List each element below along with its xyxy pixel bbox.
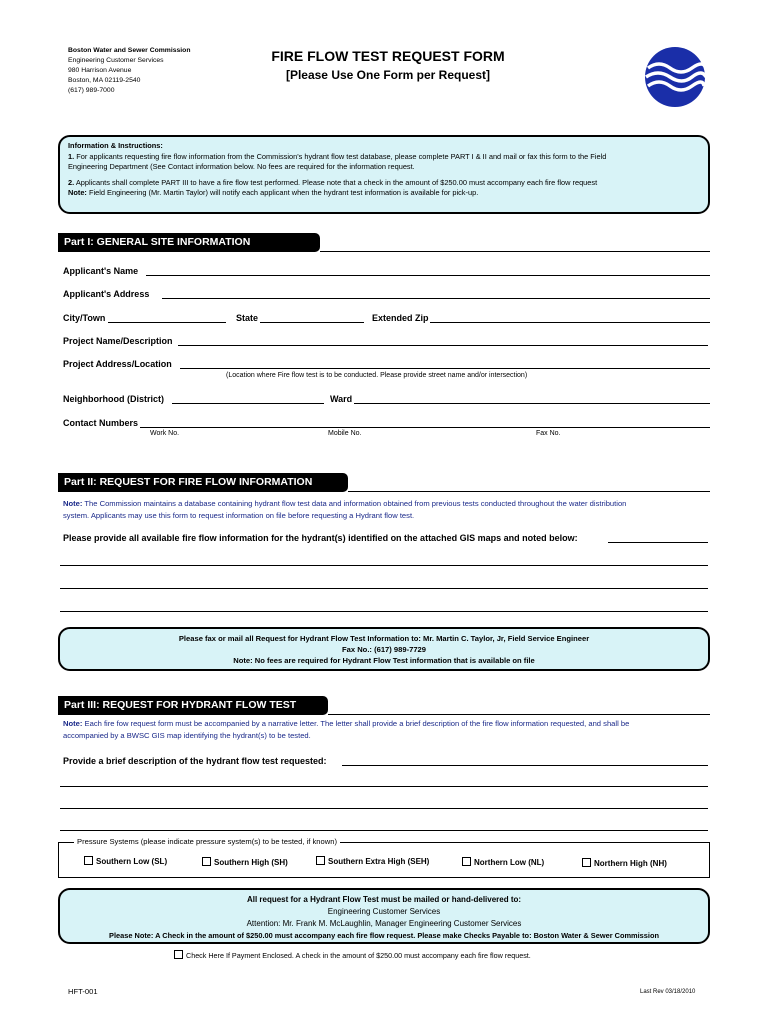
part1-header: Part I: GENERAL SITE INFORMATION: [58, 233, 320, 252]
part3-prompt: Provide a brief description of the hydrant flow test requested:: [63, 756, 327, 766]
contact-numbers-field[interactable]: [140, 427, 710, 428]
part2-prompt: Please provide all available fire flow information for the hydrant(s) identified on the attached GIS maps and noted below:: [63, 533, 578, 543]
org-dept: Engineering Customer Services: [68, 57, 164, 64]
fax-info-box: [58, 627, 710, 671]
part2-header: Part II: REQUEST FOR FIRE FLOW INFORMATION: [58, 473, 348, 492]
location-hint: (Location where Fire flow test is to be conducted. Please provide street name and/or intersection): [226, 372, 528, 379]
bwsc-wave-logo-icon: [644, 46, 706, 108]
org-phone: (617) 989-7000: [68, 87, 115, 94]
mail-info-box: [58, 888, 710, 944]
mail-box-line1: All request for a Hydrant Flow Test must be mailed or hand-delivered to:: [246, 895, 522, 904]
part3-answer-line-3[interactable]: [60, 830, 708, 831]
p1-line1: For applicants requesting fire flow information from the Commission's hydrant flow test database, please complete PART I & II and mail or fax this form to the Field: [76, 151, 607, 161]
p1-number: 1.: [68, 151, 75, 161]
part3-answer-line-0[interactable]: [342, 765, 708, 766]
work-no-label: Work No.: [150, 430, 180, 437]
part3-rule: [328, 714, 710, 715]
city-field[interactable]: [108, 322, 226, 323]
pressure-option-label: Southern Extra High (SEH): [328, 857, 430, 866]
part3-note: [63, 718, 713, 742]
pressure-option-nh[interactable]: [582, 858, 667, 868]
fax-box-line1: Please fax or mail all Request for Hydrant Flow Test Information to: Mr. Martin C. Taylor, Jr, Field Service Engineer: [178, 634, 590, 643]
instructions-p1: [68, 152, 700, 163]
checkbox-icon[interactable]: [84, 856, 93, 865]
pressure-option-seh[interactable]: [316, 856, 429, 866]
p2-number: 2.: [68, 177, 75, 187]
neighborhood-field[interactable]: [172, 403, 324, 404]
project-name-field[interactable]: [178, 345, 708, 346]
part2-note-label: Note:: [63, 499, 83, 508]
neighborhood-label: Neighborhood (District): [63, 394, 164, 404]
part3-header: Part III: REQUEST FOR HYDRANT FLOW TEST: [58, 696, 328, 715]
org-block: [68, 46, 218, 96]
project-address-field[interactable]: [180, 368, 710, 369]
p3-text: Field Engineering (Mr. Martin Taylor) will notify each applicant when the hydrant test information is available for pick-up.: [88, 188, 479, 197]
checkbox-icon[interactable]: [462, 857, 471, 866]
applicant-address-label: Applicant's Address: [63, 289, 150, 299]
mail-box-line2: Engineering Customer Services: [327, 907, 441, 916]
state-label: State: [236, 313, 259, 323]
fax-no-label: Fax No.: [536, 430, 561, 437]
checkbox-icon[interactable]: [316, 856, 325, 865]
pressure-option-sh[interactable]: [202, 857, 288, 867]
part2-answer-line-2[interactable]: [60, 588, 708, 589]
p2-text: Applicants shall complete PART III to have a fire flow test performed. Please note that a check in the amount of $250.00 must accompany each fire flow request: [75, 177, 598, 187]
checkbox-icon[interactable]: [582, 858, 591, 867]
city-label: City/Town: [63, 313, 106, 323]
checkbox-icon[interactable]: [174, 950, 183, 959]
fax-box-line3: Note: No fees are required for Hydrant Flow Test information that is available on file: [233, 656, 535, 665]
part2-answer-line-1[interactable]: [60, 565, 708, 566]
pressure-option-sl[interactable]: [84, 856, 167, 866]
revision-date: Last Rev 03/18/2010: [640, 989, 696, 995]
mail-box-line4: Please Note: A Check in the amount of $250.00 must accompany each fire flow request. Please make Checks Payable to: Boston Water & Sewer Commission: [109, 931, 659, 940]
form-id: HFT-001: [68, 987, 98, 996]
form-title: FIRE FLOW TEST REQUEST FORM: [271, 48, 505, 64]
ward-label: Ward: [330, 394, 353, 404]
project-name-label: Project Name/Description: [63, 336, 173, 346]
instructions-p2: [68, 178, 700, 189]
part2-answer-line-3[interactable]: [60, 611, 708, 612]
contact-numbers-label: Contact Numbers: [63, 418, 139, 428]
state-field[interactable]: [260, 322, 364, 323]
checkbox-icon[interactable]: [202, 857, 211, 866]
zip-label: Extended Zip: [372, 313, 429, 323]
applicant-name-label: Applicant's Name: [63, 266, 139, 276]
pressure-option-label: Southern Low (SL): [96, 857, 168, 866]
instructions-p3: [68, 188, 700, 199]
form-subtitle: [Please Use One Form per Request]: [285, 68, 491, 82]
applicant-name-field[interactable]: [146, 275, 710, 276]
part2-answer-line-0[interactable]: [608, 542, 708, 543]
part3-note-line1: Each fire fow request form must be accompanied by a narrative letter. The letter shall provide a brief description of the fire flow information requested, and shall be: [84, 719, 630, 728]
instructions-box: [58, 135, 710, 214]
part2-rule: [348, 491, 710, 492]
org-city: Boston, MA 02119-2540: [68, 77, 141, 84]
part3-answer-line-2[interactable]: [60, 808, 708, 809]
pressure-option-label: Southern High (SH): [214, 858, 288, 867]
pressure-legend: Pressure Systems (please indicate pressure system(s) to be tested, if known): [74, 837, 340, 846]
org-street: 980 Harrison Avenue: [68, 67, 132, 74]
payment-enclosed-label: Check Here If Payment Enclosed. A check in the amount of $250.00 must accompany each fire flow request.: [186, 951, 531, 960]
part1-rule: [320, 251, 710, 252]
org-name: Boston Water and Sewer Commission: [68, 47, 191, 54]
p1-line2: Engineering Department (See Contact information below. No fees are required for the information request.: [68, 162, 415, 171]
project-address-label: Project Address/Location: [63, 359, 172, 369]
part3-note-line2: accompanied by a BWSC GIS map identifying the hydrant(s) to be tested.: [63, 731, 311, 740]
pressure-option-nl[interactable]: [462, 857, 544, 867]
pressure-option-label: Northern Low (NL): [474, 858, 545, 867]
part3-note-label: Note:: [63, 719, 83, 728]
instructions-heading: Information & Instructions:: [68, 141, 163, 150]
ward-field[interactable]: [354, 403, 710, 404]
applicant-address-field[interactable]: [162, 298, 710, 299]
pressure-option-label: Northern High (NH): [594, 859, 667, 868]
part2-note-line2: system. Applicants may use this form to request information on file before requesting a Hydrant flow test.: [63, 511, 415, 520]
part2-note-line1: The Commission maintains a database containing hydrant flow test data and information obtained from previous tests conducted throughout the water distribution: [84, 499, 627, 508]
part3-answer-line-1[interactable]: [60, 786, 708, 787]
fax-box-line2: Fax No.: (617) 989-7729: [342, 645, 426, 654]
mail-box-line3: Attention: Mr. Frank M. McLaughlin, Manager Engineering Customer Services: [246, 919, 522, 928]
mobile-no-label: Mobile No.: [328, 430, 362, 437]
payment-enclosed-checkbox[interactable]: [174, 950, 531, 960]
p3-label: Note:: [68, 188, 87, 197]
part2-note: [63, 498, 713, 522]
zip-field[interactable]: [430, 322, 710, 323]
